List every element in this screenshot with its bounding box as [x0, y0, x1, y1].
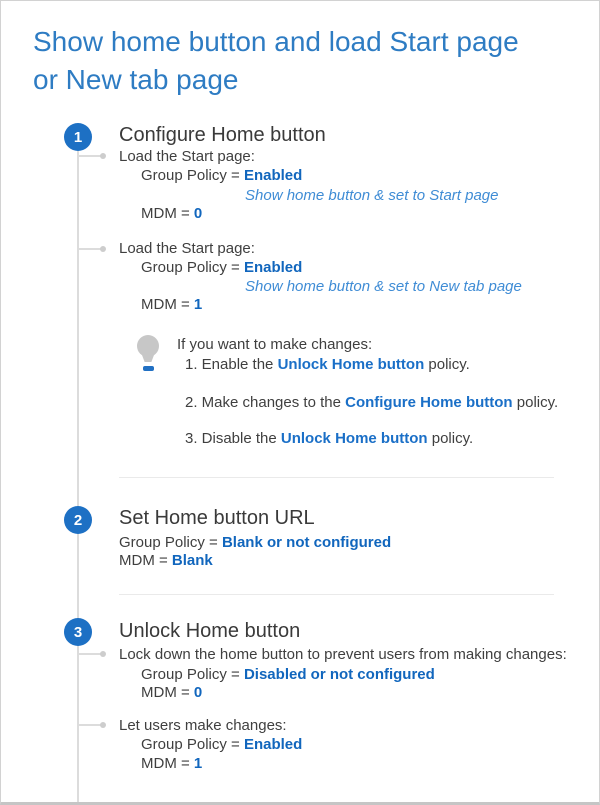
group-policy-value: Enabled [243, 167, 303, 184]
page-title-line2: or New tab page [33, 64, 239, 95]
mdm-prefix: MDM = [141, 755, 194, 772]
tip-step-post: policy. [512, 394, 559, 411]
mdm-row [141, 295, 202, 314]
lightbulb-icon [136, 335, 160, 375]
step-3-badge [64, 618, 92, 646]
group-policy-prefix: Group Policy = [141, 259, 244, 276]
step-2-heading: Set Home button URL [119, 507, 315, 529]
step-2-badge [64, 506, 92, 534]
tip-step-pre: 3. Disable the [185, 430, 281, 447]
tree-branch-line [79, 155, 101, 157]
mdm-value: 0 [193, 684, 203, 701]
lightbulb-neck [142, 355, 154, 362]
mdm-value: 1 [193, 755, 203, 772]
step-3-heading: Unlock Home button [119, 620, 301, 642]
mdm-value: Blank [171, 552, 213, 569]
group-policy-row [141, 665, 435, 684]
step-2-number: 2 [73, 511, 83, 529]
tip-step-2 [185, 393, 558, 412]
group-policy-value: Disabled or not configured [243, 666, 435, 683]
mdm-row [141, 683, 202, 702]
policy-note: Show home button & set to Start page [245, 187, 499, 204]
tree-branch-line [79, 248, 101, 250]
mdm-value: 0 [193, 205, 203, 222]
configure-home-button-policy-link: Configure Home button [345, 394, 513, 411]
group-policy-prefix: Group Policy = [119, 534, 222, 551]
mdm-row [119, 551, 213, 570]
item-label: Let users make changes: [119, 717, 287, 734]
step-1-badge [64, 123, 92, 151]
section-divider [119, 477, 554, 478]
lightbulb-globe [137, 335, 159, 357]
group-policy-value: Enabled [243, 736, 303, 753]
group-policy-prefix: Group Policy = [141, 167, 244, 184]
page-title [33, 23, 519, 99]
tip-step-pre: 2. Make changes to the [185, 394, 346, 411]
mdm-prefix: MDM = [141, 205, 194, 222]
group-policy-prefix: Group Policy = [141, 666, 244, 683]
tip-step-3 [185, 429, 473, 448]
step-1-number: 1 [73, 128, 83, 146]
unlock-home-button-policy-link: Unlock Home button [277, 356, 425, 373]
step-1-heading: Configure Home button [119, 124, 326, 146]
tip-step-pre: 1. Enable the [185, 356, 278, 373]
tip-step-post: policy. [424, 356, 470, 373]
lightbulb-base [143, 366, 154, 371]
group-policy-value: Blank or not configured [221, 534, 392, 551]
mdm-prefix: MDM = [141, 296, 194, 313]
group-policy-row [141, 735, 302, 754]
item-label: Lock down the home button to prevent users from making changes: [119, 646, 567, 663]
group-policy-prefix: Group Policy = [141, 736, 244, 753]
section-divider [119, 594, 554, 595]
tip-step-post: policy. [427, 430, 474, 447]
mdm-row [141, 754, 202, 773]
unlock-home-button-policy-link: Unlock Home button [280, 430, 428, 447]
tree-branch-dot [100, 246, 106, 252]
tip-intro: If you want to make changes: [177, 336, 373, 353]
group-policy-row [141, 166, 302, 185]
mdm-row [141, 204, 202, 223]
step-3-number: 3 [73, 623, 83, 641]
mdm-value: 1 [193, 296, 203, 313]
policy-note: Show home button & set to New tab page [245, 278, 522, 295]
item-label: Load the Start page: [119, 148, 255, 165]
group-policy-row [141, 258, 302, 277]
tree-branch-line [79, 724, 101, 726]
page-title-line1: Show home button and load Start page [33, 26, 519, 57]
tree-branch-dot [100, 651, 106, 657]
group-policy-row [119, 533, 391, 552]
group-policy-value: Enabled [243, 259, 303, 276]
item-label: Load the Start page: [119, 240, 255, 257]
tree-branch-dot [100, 722, 106, 728]
tree-branch-dot [100, 153, 106, 159]
tree-branch-line [79, 653, 101, 655]
tip-step-1 [185, 355, 470, 374]
mdm-prefix: MDM = [141, 684, 194, 701]
mdm-prefix: MDM = [119, 552, 172, 569]
